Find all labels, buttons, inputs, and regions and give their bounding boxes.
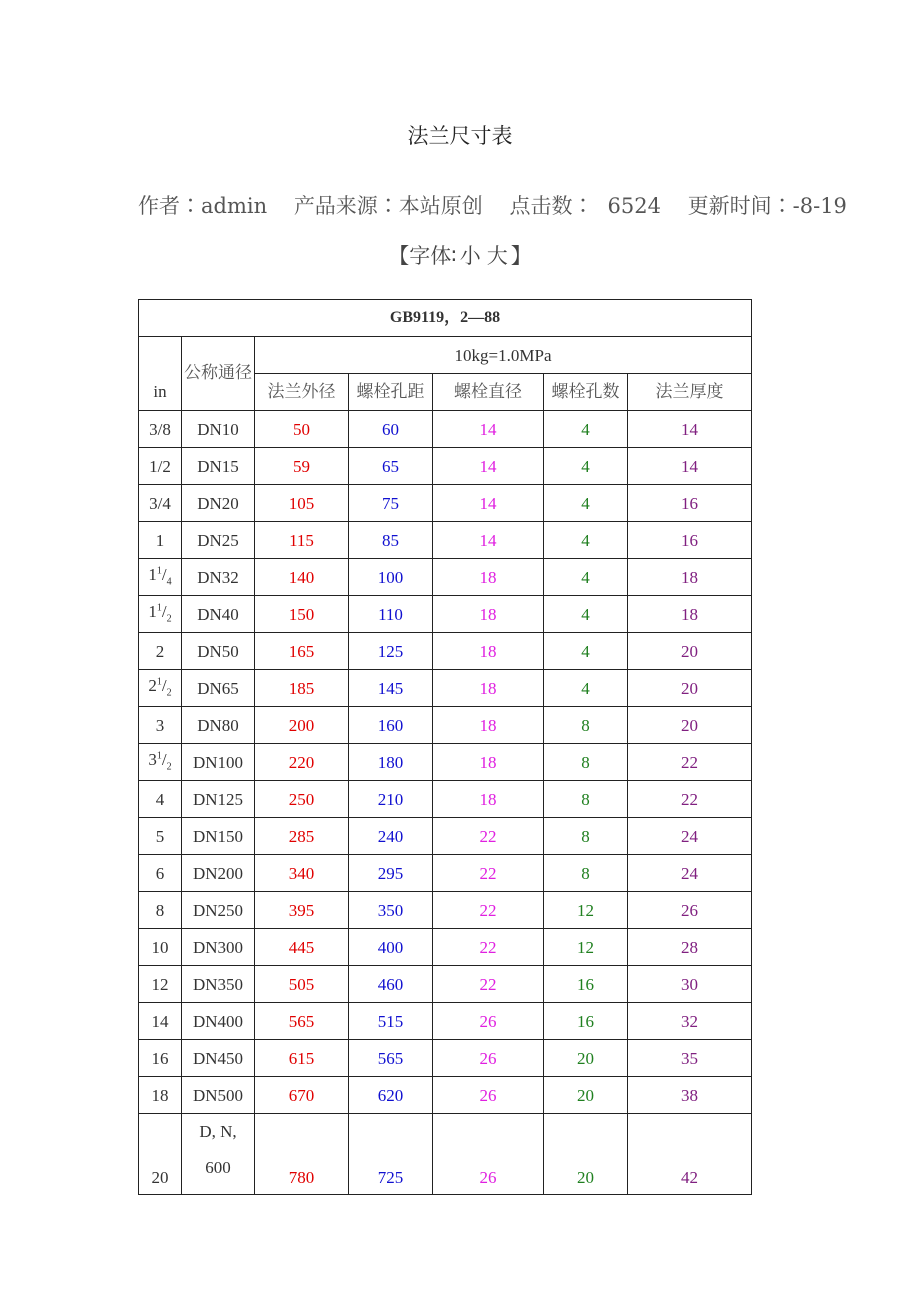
outer-diameter-cell: 565 — [255, 1003, 349, 1040]
outer-diameter-cell: 150 — [255, 596, 349, 633]
inch-size-cell — [139, 1040, 182, 1077]
inch-whole: 14 — [151, 1011, 169, 1031]
table-row — [139, 1003, 752, 1040]
thickness-cell: 14 — [628, 448, 752, 485]
thickness-cell: 14 — [628, 411, 752, 448]
fraction-slash: / — [161, 676, 167, 696]
thickness-cell: 18 — [628, 596, 752, 633]
inch-size-cell — [139, 522, 182, 559]
bolt-circle-cell: 65 — [349, 448, 433, 485]
bolt-diameter-cell: 22 — [433, 818, 544, 855]
nominal-diameter-cell — [182, 1114, 255, 1195]
bolt-diameter-cell: 14 — [433, 448, 544, 485]
table-row — [139, 559, 752, 596]
outer-diameter-cell: 200 — [255, 707, 349, 744]
bolt-count-cell: 12 — [544, 929, 628, 966]
inch-whole: 2 — [155, 641, 165, 661]
bolt-circle-cell: 75 — [349, 485, 433, 522]
inch-size-cell — [139, 559, 182, 596]
nominal-diameter-cell: DN450 — [182, 1040, 255, 1077]
outer-diameter-cell: 505 — [255, 966, 349, 1003]
inch-whole: 12 — [151, 974, 169, 994]
table-row — [139, 744, 752, 781]
bolt-diameter-cell: 14 — [433, 485, 544, 522]
bolt-count-cell: 20 — [544, 1114, 628, 1195]
nominal-diameter-cell: DN20 — [182, 485, 255, 522]
inch-whole: 16 — [151, 1048, 169, 1068]
thickness-cell: 22 — [628, 781, 752, 818]
dn-line-2: 600 — [205, 1158, 231, 1177]
bolt-count-cell: 8 — [544, 818, 628, 855]
thickness-cell: 26 — [628, 892, 752, 929]
thickness-cell: 20 — [628, 633, 752, 670]
table-row — [139, 855, 752, 892]
outer-diameter-cell: 59 — [255, 448, 349, 485]
table-row — [139, 818, 752, 855]
bolt-count-cell: 4 — [544, 559, 628, 596]
table-row — [139, 707, 752, 744]
bolt-diameter-cell: 22 — [433, 892, 544, 929]
bolt-count-cell: 16 — [544, 1003, 628, 1040]
col-header-bolt-circle: 螺栓孔距 — [349, 374, 433, 411]
updated-label: 更新时间∶-8-19 — [687, 194, 847, 218]
nominal-diameter-cell: DN300 — [182, 929, 255, 966]
bolt-diameter-cell: 22 — [433, 929, 544, 966]
table-row — [139, 485, 752, 522]
bolt-count-cell: 8 — [544, 744, 628, 781]
outer-diameter-cell: 395 — [255, 892, 349, 929]
font-large-link[interactable]: 大 — [486, 244, 508, 268]
bolt-diameter-cell: 26 — [433, 1040, 544, 1077]
inch-fraction-denominator: 4 — [166, 576, 172, 588]
table-row — [139, 522, 752, 559]
thickness-cell: 18 — [628, 559, 752, 596]
outer-diameter-cell: 780 — [255, 1114, 349, 1195]
source-label: 产品来源∶本站原创 — [293, 194, 483, 218]
font-bar-open: 【字体∶ — [388, 244, 457, 268]
thickness-cell: 32 — [628, 1003, 752, 1040]
thickness-cell: 30 — [628, 966, 752, 1003]
font-size-bar — [0, 240, 920, 270]
bolt-count-cell: 12 — [544, 892, 628, 929]
table-row — [139, 670, 752, 707]
bolt-count-cell: 16 — [544, 966, 628, 1003]
bolt-diameter-cell: 26 — [433, 1077, 544, 1114]
nominal-diameter-cell: DN80 — [182, 707, 255, 744]
thickness-cell: 28 — [628, 929, 752, 966]
table-row — [139, 1040, 752, 1077]
inch-size-cell — [139, 707, 182, 744]
inch-size-cell — [139, 411, 182, 448]
article-meta — [138, 190, 847, 220]
nominal-diameter-cell: DN200 — [182, 855, 255, 892]
inch-whole: 3 — [155, 715, 165, 735]
author-label: 作者∶admin — [138, 194, 268, 218]
bolt-circle-cell: 565 — [349, 1040, 433, 1077]
inch-whole: 18 — [151, 1085, 169, 1105]
thickness-cell: 24 — [628, 855, 752, 892]
table-row — [139, 411, 752, 448]
bolt-count-cell: 4 — [544, 633, 628, 670]
font-bar-close: 】 — [510, 244, 532, 268]
bolt-count-cell: 4 — [544, 596, 628, 633]
nominal-diameter-cell: DN250 — [182, 892, 255, 929]
table-row — [139, 1114, 752, 1195]
bolt-diameter-cell: 22 — [433, 966, 544, 1003]
bolt-count-cell: 20 — [544, 1040, 628, 1077]
thickness-cell: 22 — [628, 744, 752, 781]
bolt-circle-cell: 85 — [349, 522, 433, 559]
bolt-circle-cell: 400 — [349, 929, 433, 966]
thickness-cell: 20 — [628, 707, 752, 744]
bolt-diameter-cell: 18 — [433, 670, 544, 707]
font-small-link[interactable]: 小 — [459, 244, 481, 268]
fraction-slash: / — [161, 750, 167, 770]
table-row — [139, 596, 752, 633]
nominal-diameter-cell: DN10 — [182, 411, 255, 448]
bolt-count-cell: 4 — [544, 670, 628, 707]
bolt-circle-cell: 725 — [349, 1114, 433, 1195]
inch-whole: 1/2 — [149, 456, 171, 476]
nominal-diameter-cell: DN40 — [182, 596, 255, 633]
nominal-diameter-cell: DN150 — [182, 818, 255, 855]
table-row — [139, 448, 752, 485]
fraction-slash: / — [161, 602, 167, 622]
inch-size-cell — [139, 1077, 182, 1114]
bolt-diameter-cell: 18 — [433, 559, 544, 596]
outer-diameter-cell: 115 — [255, 522, 349, 559]
bolt-diameter-cell: 18 — [433, 596, 544, 633]
bolt-circle-cell: 460 — [349, 966, 433, 1003]
outer-diameter-cell: 285 — [255, 818, 349, 855]
outer-diameter-cell: 50 — [255, 411, 349, 448]
bolt-circle-cell: 60 — [349, 411, 433, 448]
bolt-circle-cell: 145 — [349, 670, 433, 707]
bolt-circle-cell: 295 — [349, 855, 433, 892]
nominal-diameter-cell: DN50 — [182, 633, 255, 670]
inch-size-cell — [139, 670, 182, 707]
inch-whole: 3 — [148, 750, 157, 770]
fraction-slash: / — [161, 565, 167, 585]
nominal-diameter-header: 公称通径 — [182, 337, 255, 411]
inch-whole: 3/8 — [149, 419, 171, 439]
bolt-count-cell: 8 — [544, 707, 628, 744]
bolt-circle-cell: 180 — [349, 744, 433, 781]
thickness-cell: 20 — [628, 670, 752, 707]
inch-size-cell — [139, 781, 182, 818]
outer-diameter-cell: 250 — [255, 781, 349, 818]
outer-diameter-cell: 670 — [255, 1077, 349, 1114]
page-title: 法兰尺寸表 — [407, 124, 513, 148]
bolt-diameter-cell: 26 — [433, 1003, 544, 1040]
bolt-diameter-cell: 22 — [433, 855, 544, 892]
col-header-thickness: 法兰厚度 — [628, 374, 752, 411]
inch-fraction-denominator: 2 — [166, 761, 172, 773]
table-row — [139, 1077, 752, 1114]
table-row — [139, 929, 752, 966]
bolt-diameter-cell: 26 — [433, 1114, 544, 1195]
clicks-label: 点击数∶ 6524 — [509, 194, 661, 218]
inch-size-cell — [139, 633, 182, 670]
bolt-diameter-cell: 14 — [433, 411, 544, 448]
table-row — [139, 892, 752, 929]
outer-diameter-cell: 105 — [255, 485, 349, 522]
outer-diameter-cell: 445 — [255, 929, 349, 966]
inch-size-cell — [139, 892, 182, 929]
thickness-cell: 35 — [628, 1040, 752, 1077]
bolt-count-cell: 4 — [544, 411, 628, 448]
bolt-count-cell: 8 — [544, 781, 628, 818]
inch-fraction-numerator: 1 — [156, 602, 162, 614]
inch-size-cell — [139, 485, 182, 522]
bolt-diameter-cell: 18 — [433, 744, 544, 781]
bolt-circle-cell: 110 — [349, 596, 433, 633]
inch-size-cell — [139, 855, 182, 892]
col-header-bolt-count: 螺栓孔数 — [544, 374, 628, 411]
bolt-circle-cell: 210 — [349, 781, 433, 818]
bolt-circle-cell: 620 — [349, 1077, 433, 1114]
nominal-diameter-cell: DN400 — [182, 1003, 255, 1040]
nominal-diameter-cell: DN32 — [182, 559, 255, 596]
nominal-diameter-cell: DN25 — [182, 522, 255, 559]
inch-fraction-denominator: 2 — [166, 613, 172, 625]
outer-diameter-cell: 615 — [255, 1040, 349, 1077]
inch-whole: 5 — [155, 826, 165, 846]
inch-whole: 1 — [148, 602, 157, 622]
thickness-cell: 24 — [628, 818, 752, 855]
inch-fraction-denominator: 2 — [166, 687, 172, 699]
bolt-diameter-cell: 18 — [433, 633, 544, 670]
table-title: GB9119，2—88 — [139, 300, 752, 337]
inch-fraction-numerator: 1 — [156, 750, 162, 762]
bolt-diameter-cell: 18 — [433, 707, 544, 744]
table-row — [139, 781, 752, 818]
flange-size-table — [138, 299, 752, 1195]
clicks-value: 6524 — [607, 194, 661, 218]
bolt-circle-cell: 125 — [349, 633, 433, 670]
inch-whole: 8 — [155, 900, 165, 920]
bolt-circle-cell: 350 — [349, 892, 433, 929]
thickness-cell: 16 — [628, 485, 752, 522]
thickness-cell: 38 — [628, 1077, 752, 1114]
inch-size-cell — [139, 929, 182, 966]
nominal-diameter-cell: DN350 — [182, 966, 255, 1003]
bolt-count-cell: 4 — [544, 522, 628, 559]
inch-size-cell — [139, 1003, 182, 1040]
inch-whole: 2 — [148, 676, 157, 696]
bolt-diameter-cell: 18 — [433, 781, 544, 818]
bolt-count-cell: 8 — [544, 855, 628, 892]
outer-diameter-cell: 340 — [255, 855, 349, 892]
outer-diameter-cell: 185 — [255, 670, 349, 707]
nominal-diameter-cell: DN500 — [182, 1077, 255, 1114]
col-header-bolt-diameter: 螺栓直径 — [433, 374, 544, 411]
inch-whole: 4 — [155, 789, 165, 809]
nominal-diameter-cell: DN125 — [182, 781, 255, 818]
inch-whole: 10 — [151, 937, 169, 957]
bolt-circle-cell: 160 — [349, 707, 433, 744]
inch-size-cell — [139, 966, 182, 1003]
inch-whole: 3/4 — [149, 493, 171, 513]
dn-line-1: D, N, — [199, 1122, 237, 1141]
inch-size-cell: 20 — [139, 1114, 182, 1195]
inch-fraction-numerator: 1 — [156, 565, 162, 577]
bolt-circle-cell: 240 — [349, 818, 433, 855]
pressure-header: 10kg=1.0MPa — [255, 337, 752, 374]
bolt-diameter-cell: 14 — [433, 522, 544, 559]
inch-header: in — [139, 337, 182, 411]
table-row — [139, 633, 752, 670]
inch-whole: 1 — [155, 530, 165, 550]
outer-diameter-cell: 165 — [255, 633, 349, 670]
inch-size-cell — [139, 448, 182, 485]
thickness-cell: 42 — [628, 1114, 752, 1195]
bolt-circle-cell: 515 — [349, 1003, 433, 1040]
inch-size-cell — [139, 818, 182, 855]
nominal-diameter-cell: DN100 — [182, 744, 255, 781]
inch-size-cell — [139, 596, 182, 633]
inch-size-cell — [139, 744, 182, 781]
nominal-diameter-cell: DN15 — [182, 448, 255, 485]
thickness-cell: 16 — [628, 522, 752, 559]
bolt-count-cell: 4 — [544, 448, 628, 485]
outer-diameter-cell: 140 — [255, 559, 349, 596]
table-row — [139, 966, 752, 1003]
outer-diameter-cell: 220 — [255, 744, 349, 781]
inch-whole: 1 — [148, 565, 157, 585]
bolt-count-cell: 4 — [544, 485, 628, 522]
nominal-diameter-cell: DN65 — [182, 670, 255, 707]
bolt-count-cell: 20 — [544, 1077, 628, 1114]
col-header-outer-diameter: 法兰外径 — [255, 374, 349, 411]
bolt-circle-cell: 100 — [349, 559, 433, 596]
inch-whole: 6 — [155, 863, 165, 883]
inch-fraction-numerator: 1 — [156, 676, 162, 688]
